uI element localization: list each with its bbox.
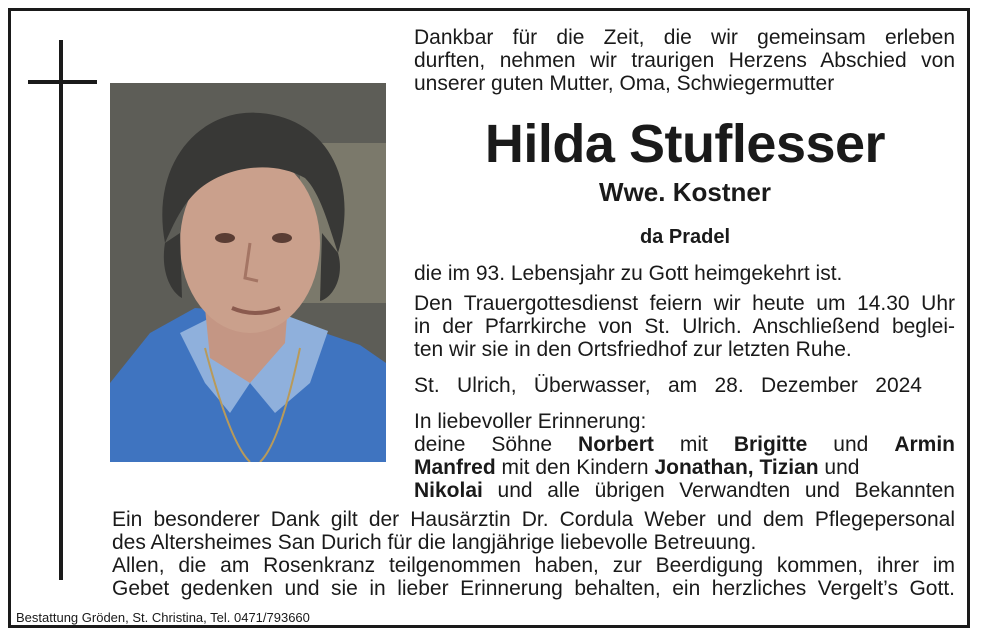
mourner-name: Armin <box>894 433 955 456</box>
origin: da Pradel <box>639 226 731 248</box>
mourner-name: Nikolai <box>414 479 483 502</box>
mourners-text: mit <box>653 433 734 456</box>
age-line: die im 93. Lebensjahr zu Gott heimgekehrt ist. <box>414 262 843 285</box>
thanks-line: Allen, die am Rosenkranz teilgenommen haben, zur Beerdigung kommen, ihrer im <box>112 554 955 577</box>
cross-icon <box>59 40 63 580</box>
widow-of: Wwe. Kostner <box>599 177 771 207</box>
deceased-name: Hilda Stuflesser <box>484 114 886 174</box>
intro-line-last: unserer guten Mutter, Oma, Schwiegermutter <box>414 72 835 95</box>
mourners-text: deine Söhne <box>414 433 579 456</box>
mourners-text: und alle übrigen Verwandten und Bekannten <box>482 479 955 502</box>
mourners-text: mit den Kindern <box>495 456 655 479</box>
thanks-text <box>112 508 955 600</box>
mourners-text: und <box>818 456 860 479</box>
mourners-line-1 <box>414 433 955 456</box>
mourner-name: Manfred <box>414 456 496 479</box>
service-line: in der Pfarrkirche von St. Ulrich. Anschließend beglei- <box>414 315 955 338</box>
service-text <box>414 292 955 361</box>
mourner-name: Norbert <box>578 433 654 456</box>
thanks-line: Gebet gedenken und sie in lieber Erinnerung behalten, ein herzliches Vergelt’s Gott. <box>112 577 955 600</box>
memorial-heading: In liebevoller Erinnerung: <box>414 410 647 433</box>
mourners-text: und <box>807 433 895 456</box>
service-line-last: ten wir sie in den Ortsfriedhof zur letzten Ruhe. <box>414 338 852 361</box>
thanks-line: Ein besonderer Dank gilt der Hausärztin Dr. Cordula Weber und dem Pflegepersonal <box>112 508 955 531</box>
memorial-block <box>414 410 955 502</box>
portrait-illustration <box>110 83 386 462</box>
intro-line: durften, nehmen wir traurigen Herzens Abschied von <box>414 49 955 72</box>
mourner-name: Brigitte <box>733 433 808 456</box>
mourners-line-3 <box>414 479 955 502</box>
service-line: Den Trauergottesdienst feiern wir heute um 14.30 Uhr <box>414 292 955 315</box>
thanks-line: des Altersheimes San Durich für die langjährige liebevolle Betreuung. <box>112 531 757 554</box>
intro-line: Dankbar für die Zeit, die wir gemeinsam erleben <box>414 26 955 49</box>
mourner-name: Jonathan, Tizian <box>654 456 819 479</box>
place-date: St. Ulrich, Überwasser, am 28. Dezember 2024 <box>414 374 922 397</box>
funeral-home-footer: Bestattung Gröden, St. Christina, Tel. 0471/793660 <box>16 610 310 625</box>
portrait-photo <box>110 83 386 462</box>
mourners-line-2 <box>414 456 955 479</box>
intro-text <box>414 26 955 95</box>
cross-icon-bar <box>28 80 97 84</box>
